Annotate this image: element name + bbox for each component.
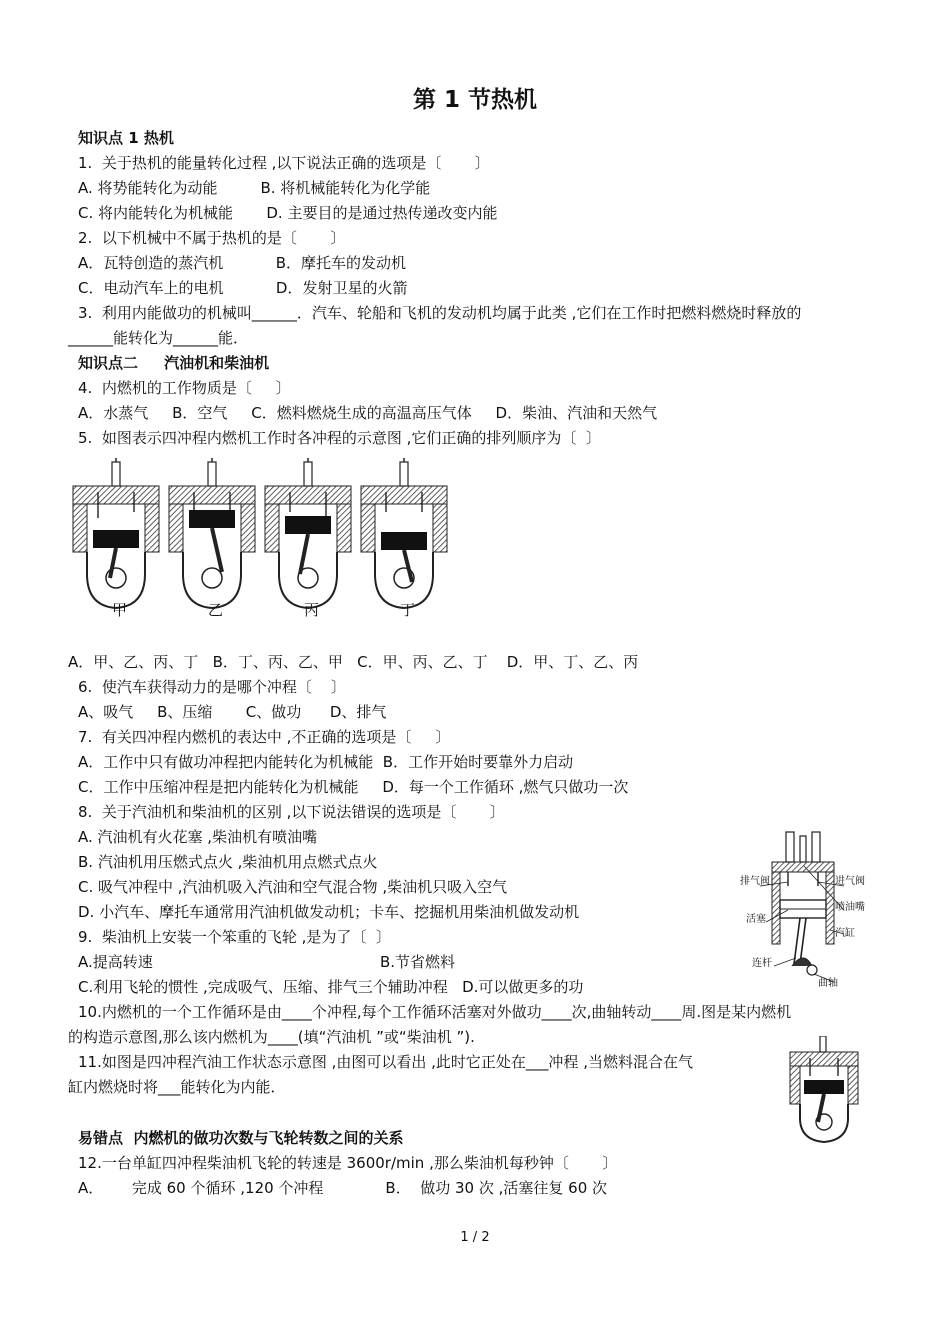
q1-stem: 1. 关于热机的能量转化过程 ,以下说法正确的选项是〔 〕 — [78, 154, 490, 172]
q3-line2: ______能转化为______能． — [68, 329, 249, 347]
q8-option-d: D. 小汽车、摩托车通常用汽油机做发动机；卡车、挖掘机用柴油机做发动机 — [78, 903, 580, 921]
q10-line1: 10.内燃机的一个工作循环是由____个冲程,每个工作循环活塞对外做功____次,曲轴转动____周.图是某内燃机 — [78, 1003, 792, 1021]
q2-options-ab: A．瓦特创造的蒸汽机 B．摩托车的发动机 — [78, 254, 407, 272]
q7-stem: 7. 有关四冲程内燃机的表达中 ,不正确的选项是〔 〕 — [78, 728, 451, 746]
label-piston: 活塞 — [746, 914, 766, 925]
label-cylinder: 汽缸 — [835, 928, 855, 939]
q5-stem: 5. 如图表示四冲程内燃机工作时各冲程的示意图 ,它们正确的排列顺序为〔 〕 — [78, 429, 601, 447]
q7-options-ab: A．工作中只有做功冲程把内能转化为机械能 B．工作开始时要靠外力启动 — [78, 753, 574, 771]
petrol-engine-state-diagram — [784, 1036, 864, 1144]
label-injector: 喷油嘴 — [835, 902, 865, 913]
q11-line2: 缸内燃烧时将___能转化为内能． — [68, 1078, 286, 1096]
label-exhaust-valve: 排气阀 — [740, 876, 770, 887]
diagram-label-jia: 甲 — [112, 601, 128, 619]
q12-stem: 12.一台单缸四冲程柴油机飞轮的转速是 3600r/min ,那么柴油机每秒钟〔 〕 — [78, 1154, 618, 1172]
page-title: 第 1 节热机 — [412, 87, 538, 113]
q5-options: A．甲、乙、丙、丁 B．丁、丙、乙、甲 C．甲、丙、乙、丁 D．甲、丁、乙、丙 — [68, 653, 639, 671]
diagram-label-yi: 乙 — [208, 601, 224, 619]
q1-options-cd: C. 将内能转化为机械能 D. 主要目的是通过热传递改变内能 — [78, 204, 498, 222]
q8-option-c: C. 吸气冲程中 ,汽油机吸入汽油和空气混合物 ,柴油机只吸入空气 — [78, 878, 508, 896]
q2-options-cd: C．电动汽车上的电机 D．发射卫星的火箭 — [78, 279, 408, 297]
q9-option-b: B.节省燃料 — [380, 953, 456, 971]
q1-options-ab: A. 将势能转化为动能 B. 将机械能转化为化学能 — [78, 179, 431, 197]
section-heading-3: 易错点 内燃机的做功次数与飞轮转数之间的关系 — [78, 1129, 404, 1147]
q2-stem: 2. 以下机械中不属于热机的是〔 〕 — [78, 229, 346, 247]
section-heading-2: 知识点二 汽油机和柴油机 — [78, 354, 270, 372]
label-connecting-rod: 连杆 — [752, 958, 772, 969]
q9-stem: 9. 柴油机上安装一个笨重的飞轮 ,是为了〔 〕 — [78, 928, 391, 946]
section-heading-1: 知识点 1 热机 — [78, 129, 174, 147]
label-crankshaft: 曲轴 — [818, 978, 838, 989]
q9-option-cd: C.利用飞轮的惯性 ,完成吸气、压缩、排气三个辅助冲程 D.可以做更多的功 — [78, 978, 584, 996]
q8-option-a: A. 汽油机有火花塞 ,柴油机有喷油嘴 — [78, 828, 318, 846]
q12-options-ab: A． 完成 60 个循环 ,120 个冲程 B． 做功 30 次 ,活塞往复 60 次 — [78, 1179, 608, 1197]
diagram-label-bing: 丙 — [304, 601, 320, 619]
q7-options-cd: C．工作中压缩冲程是把内能转化为机械能 D．每一个工作循环 ,燃气只做功一次 — [78, 778, 629, 796]
q4-stem: 4. 内燃机的工作物质是〔 〕 — [78, 379, 291, 397]
diagram-label-ding: 丁 — [400, 601, 416, 619]
q10-line2: 的构造示意图,那么该内燃机为____(填“汽油机 ”或“柴油机 ”). — [68, 1028, 475, 1046]
q6-stem: 6. 使汽车获得动力的是哪个冲程〔 〕 — [78, 678, 346, 696]
q11-line1: 11.如图是四冲程汽油工作状态示意图 ,由图可以看出 ,此时它正处在___冲程 ,当燃料混合在气 — [78, 1053, 693, 1071]
q9-option-a: A.提高转速 — [78, 953, 153, 971]
q8-stem: 8. 关于汽油机和柴油机的区别 ,以下说法错误的选项是〔 〕 — [78, 803, 505, 821]
q4-options: A．水蒸气 B．空气 C．燃料燃烧生成的高温高压气体 D．柴油、汽油和天然气 — [78, 404, 658, 422]
q8-option-b: B. 汽油机用压燃式点火 ,柴油机用点燃式点火 — [78, 853, 378, 871]
q6-options: A、吸气 B、压缩 C、做功 D、排气 — [78, 703, 387, 721]
label-intake-valve: 进气阀 — [835, 876, 865, 887]
q3-line1: 3. 利用内能做功的机械叫______．汽车、轮船和飞机的发动机均属于此类 ,它们在工作时把燃料燃烧时释放的 — [78, 304, 802, 322]
page-number: 1 / 2 — [460, 1230, 490, 1245]
